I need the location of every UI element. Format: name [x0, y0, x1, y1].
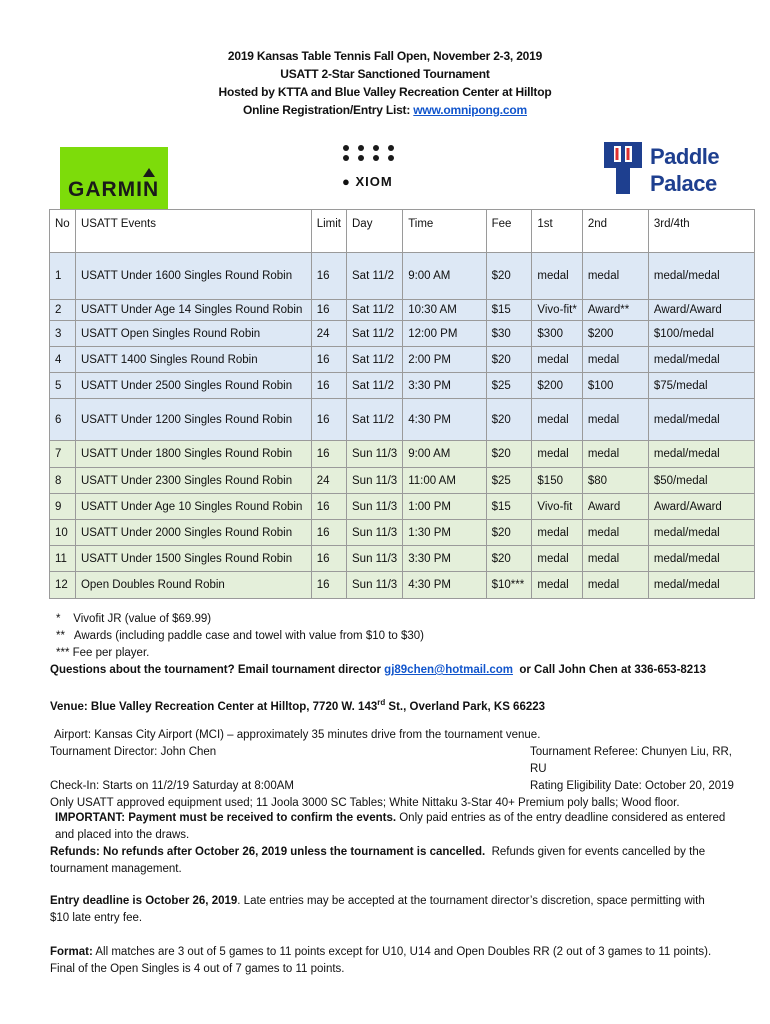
- cell-3rd4th: medal/medal: [648, 399, 754, 441]
- cell-limit: 16: [311, 373, 346, 399]
- cell-event: USATT Under Age 10 Singles Round Robin: [75, 494, 311, 520]
- eligibility-text: Rating Eligibility Date: October 20, 2019: [530, 780, 734, 792]
- cell-time: 4:30 PM: [403, 572, 486, 599]
- cell-time: 2:00 PM: [403, 347, 486, 373]
- cell-3rd4th: Award/Award: [648, 300, 754, 321]
- cell-fee: $10***: [486, 572, 532, 599]
- sanction-line: USATT 2-Star Sanctioned Tournament: [280, 67, 490, 81]
- cell-event: USATT Under 1500 Singles Round Robin: [75, 546, 311, 572]
- cell-day: Sun 11/3: [347, 520, 403, 546]
- phone-text: or Call John Chen at 336-653-8213: [512, 664, 706, 676]
- deadline-section: [50, 893, 750, 927]
- cell-day: Sat 11/2: [347, 321, 403, 347]
- format-line-2: Final of the Open Singles is 4 out of 7 games to 11 points.: [50, 963, 345, 975]
- format-section: [50, 944, 750, 978]
- cell-2nd: medal: [582, 399, 648, 441]
- cell-2nd: medal: [582, 572, 648, 599]
- cell-no: 5: [50, 373, 76, 399]
- cell-day: Sat 11/2: [347, 253, 403, 300]
- col-header-2nd: 2nd: [582, 210, 648, 253]
- cell-no: 3: [50, 321, 76, 347]
- cell-no: 8: [50, 468, 76, 494]
- cell-time: 12:00 PM: [403, 321, 486, 347]
- table-row: [50, 347, 755, 373]
- cell-time: 9:00 AM: [403, 253, 486, 300]
- cell-3rd4th: medal/medal: [648, 520, 754, 546]
- cell-limit: 24: [311, 468, 346, 494]
- staff-row: [50, 744, 750, 778]
- table-row: [50, 373, 755, 399]
- registration-line: [0, 101, 770, 119]
- cell-day: Sun 11/3: [347, 494, 403, 520]
- col-header-no: No: [50, 210, 76, 253]
- cell-time: 1:00 PM: [403, 494, 486, 520]
- cell-1st: Vivo-fit: [532, 494, 582, 520]
- cell-fee: $20: [486, 441, 532, 468]
- cell-no: 9: [50, 494, 76, 520]
- cell-2nd: medal: [582, 546, 648, 572]
- col-header-3rd4th: 3rd/4th: [648, 210, 754, 253]
- refunds-line-2: tournament management.: [50, 863, 182, 875]
- cell-2nd: Award: [582, 494, 648, 520]
- cell-no: 10: [50, 520, 76, 546]
- venue-info: [50, 727, 750, 812]
- important-line-2: and placed into the draws.: [55, 829, 190, 841]
- document-header: [0, 47, 770, 119]
- cell-event: USATT Open Singles Round Robin: [75, 321, 311, 347]
- cell-1st: $300: [532, 321, 582, 347]
- cell-1st: medal: [532, 520, 582, 546]
- table-row: [50, 494, 755, 520]
- cell-1st: medal: [532, 253, 582, 300]
- format-label: Format:: [50, 946, 93, 958]
- questions-text: Questions about the tournament? Email tournament director: [50, 664, 385, 676]
- table-row: [50, 546, 755, 572]
- garmin-logo: [60, 147, 168, 209]
- col-header-time: Time: [403, 210, 486, 253]
- important-line: [50, 810, 750, 827]
- cell-event: USATT Under 2000 Singles Round Robin: [75, 520, 311, 546]
- cell-limit: 16: [311, 494, 346, 520]
- cell-3rd4th: medal/medal: [648, 572, 754, 599]
- col-header-1st: 1st: [532, 210, 582, 253]
- cell-3rd4th: $75/medal: [648, 373, 754, 399]
- deadline-text: . Late entries may be accepted at the tournament director’s discretion, space permitting with: [237, 895, 705, 907]
- cell-fee: $15: [486, 300, 532, 321]
- events-table: [49, 209, 755, 599]
- cell-2nd: Award**: [582, 300, 648, 321]
- saturday-events: [50, 253, 755, 441]
- col-header-events: USATT Events: [75, 210, 311, 253]
- sunday-events: [50, 441, 755, 599]
- referee-text: Tournament Referee: Chunyen Liu, RR, RU: [530, 746, 732, 775]
- cell-limit: 16: [311, 546, 346, 572]
- cell-no: 7: [50, 441, 76, 468]
- cell-event: USATT Under 2500 Singles Round Robin: [75, 373, 311, 399]
- cell-3rd4th: medal/medal: [648, 347, 754, 373]
- cell-3rd4th: medal/medal: [648, 546, 754, 572]
- footnotes: [50, 611, 750, 679]
- cell-3rd4th: $100/medal: [648, 321, 754, 347]
- important-label: IMPORTANT: Payment must be received to confirm the events.: [55, 812, 397, 824]
- cell-1st: medal: [532, 399, 582, 441]
- cell-time: 3:30 PM: [403, 546, 486, 572]
- cell-2nd: medal: [582, 441, 648, 468]
- cell-time: 11:00 AM: [403, 468, 486, 494]
- cell-fee: $20: [486, 399, 532, 441]
- cell-2nd: $80: [582, 468, 648, 494]
- cell-2nd: $200: [582, 321, 648, 347]
- table-row: [50, 300, 755, 321]
- cell-day: Sun 11/3: [347, 468, 403, 494]
- cell-3rd4th: medal/medal: [648, 441, 754, 468]
- paddle-palace-logo: [600, 138, 725, 200]
- omnipong-link[interactable]: www.omnipong.com: [413, 103, 527, 117]
- cell-limit: 16: [311, 520, 346, 546]
- garmin-logo-text: GARMIN: [68, 178, 160, 201]
- checkin-text: Check-In: Starts on 11/2/19 Saturday at 8:00AM: [50, 780, 294, 792]
- cell-2nd: medal: [582, 520, 648, 546]
- footnote-vivofit: * Vivofit JR (value of $69.99): [56, 613, 212, 625]
- cell-event: USATT 1400 Singles Round Robin: [75, 347, 311, 373]
- questions-line: [50, 662, 750, 679]
- cell-limit: 24: [311, 321, 346, 347]
- tournament-title: 2019 Kansas Table Tennis Fall Open, November 2-3, 2019: [227, 49, 543, 63]
- cell-fee: $20: [486, 253, 532, 300]
- refunds-label: Refunds: No refunds after October 26, 2019 unless the tournament is cancelled.: [50, 846, 486, 858]
- cell-3rd4th: medal/medal: [648, 253, 754, 300]
- table-row: [50, 321, 755, 347]
- deadline-line: [50, 893, 750, 910]
- cell-2nd: $100: [582, 373, 648, 399]
- cell-fee: $25: [486, 373, 532, 399]
- table-row: [50, 441, 755, 468]
- cell-1st: $200: [532, 373, 582, 399]
- footnote-awards: ** Awards (including paddle case and towel with value from $10 to $30): [56, 630, 425, 642]
- cell-limit: 16: [311, 347, 346, 373]
- col-header-limit: Limit: [311, 210, 346, 253]
- table-row: [50, 572, 755, 599]
- cell-event: USATT Under 1600 Singles Round Robin: [75, 253, 311, 300]
- cell-fee: $30: [486, 321, 532, 347]
- airport-line: Airport: Kansas City Airport (MCI) – approximately 35 minutes drive from the tournament venue.: [54, 729, 541, 741]
- cell-day: Sat 11/2: [347, 300, 403, 321]
- refunds-text: Refunds given for events cancelled by the: [485, 846, 706, 858]
- cell-3rd4th: Award/Award: [648, 494, 754, 520]
- cell-time: 1:30 PM: [403, 520, 486, 546]
- cell-time: 9:00 AM: [403, 441, 486, 468]
- cell-day: Sat 11/2: [347, 399, 403, 441]
- cell-1st: medal: [532, 572, 582, 599]
- cell-1st: Vivo-fit*: [532, 300, 582, 321]
- col-header-day: Day: [347, 210, 403, 253]
- refunds-line: [50, 844, 750, 861]
- table-row: [50, 253, 755, 300]
- paddle-palace-emblem-icon: [600, 138, 646, 198]
- cell-limit: 16: [311, 441, 346, 468]
- cell-event: USATT Under Age 14 Singles Round Robin: [75, 300, 311, 321]
- garmin-triangle-icon: [143, 168, 155, 177]
- director-email-link[interactable]: gj89chen@hotmail.com: [384, 664, 513, 676]
- host-line: Hosted by KTTA and Blue Valley Recreation Center at Hilltop: [218, 85, 552, 99]
- cell-2nd: medal: [582, 253, 648, 300]
- format-text: All matches are 3 out of 5 games to 11 points except for U10, U14 and Open Doubles RR (2 out of 3 games to 11 points).: [92, 946, 712, 958]
- cell-limit: 16: [311, 399, 346, 441]
- payment-section: [50, 810, 750, 878]
- cell-event: Open Doubles Round Robin: [75, 572, 311, 599]
- deadline-label: Entry deadline is October 26, 2019: [50, 895, 238, 907]
- cell-1st: medal: [532, 441, 582, 468]
- table-header-row: [50, 210, 755, 253]
- cell-fee: $20: [486, 347, 532, 373]
- cell-no: 6: [50, 399, 76, 441]
- cell-time: 10:30 AM: [403, 300, 486, 321]
- important-text: Only paid entries as of the entry deadline considered as entered: [396, 812, 726, 824]
- cell-1st: medal: [532, 546, 582, 572]
- table-row: [50, 468, 755, 494]
- table-row: [50, 399, 755, 441]
- checkin-row: [50, 778, 750, 795]
- cell-limit: 16: [311, 572, 346, 599]
- xiom-dots-icon: [343, 145, 415, 161]
- cell-no: 2: [50, 300, 76, 321]
- cell-event: USATT Under 2300 Singles Round Robin: [75, 468, 311, 494]
- cell-limit: 16: [311, 253, 346, 300]
- cell-time: 3:30 PM: [403, 373, 486, 399]
- cell-day: Sat 11/2: [347, 347, 403, 373]
- cell-no: 1: [50, 253, 76, 300]
- cell-fee: $20: [486, 546, 532, 572]
- xiom-logo-text: ● XIOM: [342, 174, 393, 189]
- venue-line: [50, 694, 750, 716]
- cell-day: Sat 11/2: [347, 373, 403, 399]
- cell-event: USATT Under 1200 Singles Round Robin: [75, 399, 311, 441]
- venue-ordinal: rd: [377, 698, 386, 707]
- cell-day: Sun 11/3: [347, 572, 403, 599]
- paddle-palace-logo-text: Paddle Palace: [650, 144, 720, 196]
- xiom-logo: [340, 145, 415, 190]
- format-line: [50, 944, 750, 961]
- cell-no: 11: [50, 546, 76, 572]
- director-text: Tournament Director: John Chen: [50, 746, 217, 758]
- venue-text: Venue: Blue Valley Recreation Center at Hilltop, 7720 W. 143: [50, 700, 378, 713]
- col-header-fee: Fee: [486, 210, 532, 253]
- cell-event: USATT Under 1800 Singles Round Robin: [75, 441, 311, 468]
- table-row: [50, 520, 755, 546]
- cell-2nd: medal: [582, 347, 648, 373]
- cell-limit: 16: [311, 300, 346, 321]
- cell-day: Sun 11/3: [347, 441, 403, 468]
- equipment-line: Only USATT approved equipment used; 11 Joola 3000 SC Tables; White Nittaku 3-Star 40+ Premium poly balls; Wood floor.: [50, 797, 680, 809]
- cell-time: 4:30 PM: [403, 399, 486, 441]
- cell-no: 12: [50, 572, 76, 599]
- venue-address: St., Overland Park, KS 66223: [385, 700, 546, 713]
- cell-fee: $20: [486, 520, 532, 546]
- footnote-fee: *** Fee per player.: [56, 647, 150, 659]
- deadline-line-2: $10 late entry fee.: [50, 912, 143, 924]
- registration-label: Online Registration/Entry List:: [243, 103, 414, 117]
- cell-fee: $15: [486, 494, 532, 520]
- cell-1st: medal: [532, 347, 582, 373]
- cell-no: 4: [50, 347, 76, 373]
- cell-3rd4th: $50/medal: [648, 468, 754, 494]
- cell-fee: $25: [486, 468, 532, 494]
- cell-day: Sun 11/3: [347, 546, 403, 572]
- cell-1st: $150: [532, 468, 582, 494]
